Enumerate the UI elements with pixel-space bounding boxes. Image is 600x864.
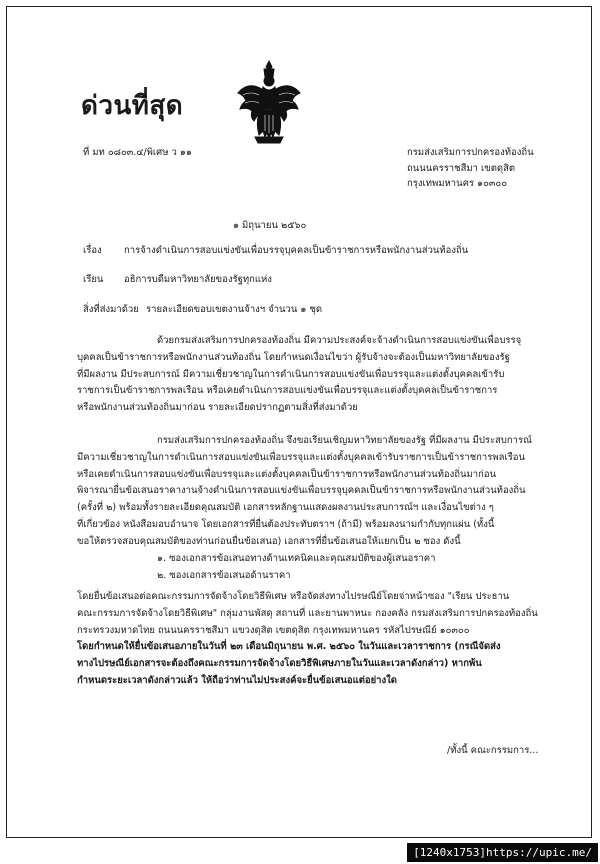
paragraph-line: ที่มีผลงาน มีประสบการณ์ มีความเชี่ยวชาญในการดำเนินการสอบแข่งขันเพื่อบรรจุและแต่งตั้งบุคคลเข้ารับ [77, 368, 505, 380]
paragraph-line: กระทรวงมหาดไทย ถนนนครราชสีมา แขวงดุสิต เขตดุสิต กรุงเทพมหานคร รหัสไปรษณีย์ ๑๐๓๐๐ [77, 624, 470, 636]
deadline-line: ทางไปรษณีย์เอกสารจะต้องถึงคณะกรรมการจัดจ้างโดยวิธีพิเศษภายในวันและเวลาดังกล่าว) หากพ้น [77, 658, 482, 670]
recipient-label: เรียน [83, 274, 104, 285]
recipient-row [83, 272, 272, 287]
urgency-heading: ด่วนที่สุด [81, 91, 184, 121]
paragraph-line: ที่เกี่ยวข้อง หนังสือมอบอำนาจ โดยเอกสารที่ยื่นต้องประทับตราฯ (ถ้ามี) พร้อมลงนามกำกับทุกแผ่น (ทั้งนี้ [77, 518, 495, 530]
list-item: ๒. ซองเอกสารข้อเสนอด้านราคา [157, 569, 291, 581]
paragraph-line: บุคคลเป็นข้าราชการหรือพนักงานส่วนท้องถิ่น โดยกำหนดเงื่อนไขว่า ผู้รับจ้างจะต้องเป็นมหาวิทยาลัยของรัฐ [77, 351, 510, 363]
paragraph-line: หรือพนักงานส่วนท้องถิ่นมาก่อน รายละเอียดปรากฏตามสิ่งที่ส่งมาด้วย [77, 402, 358, 414]
paragraph-line: ราชการเป็นข้าราชการพลเรือน หรือเคยดำเนินการสอบแข่งขันเพื่อบรรจุและแต่งตั้งบุคคลเป็นข้าราชการ [77, 385, 498, 397]
agency-address [407, 145, 534, 192]
subject-label: เรื่อง [83, 245, 102, 256]
paragraph-line: มีความเชี่ยวชาญในการดำเนินการสอบแข่งขันเพื่อบรรจุและแต่งตั้งบุคคลเข้ารับราชการเป็นข้าราชการพลเรือน [77, 451, 526, 463]
paragraph-line: (ครั้งที่ ๒) พร้อมทั้งรายละเอียดคุณสมบัติ เอกสารหลักฐานแสดงผลงานประสบการณ์ฯ และเงื่อนไขต่าง ๆ [77, 502, 494, 514]
recipient-text: อธิการบดีมหาวิทยาลัยของรัฐทุกแห่ง [124, 274, 272, 285]
watermark-caption: [1240x1753]https://upic.me/ [407, 843, 598, 862]
paragraph-3 [77, 589, 545, 690]
agency-line: ถนนนครราชสีมา เขตดุสิต [407, 162, 516, 174]
paragraph-2 [77, 433, 545, 551]
agency-line: กรมส่งเสริมการปกครองท้องถิ่น [407, 147, 534, 158]
letter-date: ๑ มิถุนายน ๒๕๖๐ [233, 220, 307, 231]
subject-row [83, 243, 468, 258]
paragraph-line: โดยยื่นข้อเสนอต่อคณะกรรมการจัดจ้างโดยวิธีพิเศษ หรือจัดส่งทางไปรษณีย์โดยจ่าหน้าซอง "เรียน ประธาน [77, 591, 510, 602]
subject-text: การจ้างดำเนินการสอบแข่งขันเพื่อบรรจุบุคคลเป็นข้าราชการหรือพนักงานส่วนท้องถิ่น [124, 245, 469, 256]
paragraph-line: หรือเคยดำเนินการสอบแข่งขันเพื่อบรรจุและแต่งตั้งบุคคลเป็นข้าราชการหรือพนักงานส่วนท้องถิ่นมาก่อน [77, 468, 497, 480]
paragraph-line: กรมส่งเสริมการปกครองท้องถิ่น จึงขอเรียนเชิญมหาวิทยาลัยของรัฐ ที่มีผลงาน มีประสบการณ์ [157, 435, 532, 446]
paragraph-line: คณะกรรมการจัดจ้างโดยวิธีพิเศษ" กลุ่มงานพัสดุ สถานที่ และยานพาหนะ กองคลัง กรมส่งเสริมการปกครองท้องถิ่น [77, 607, 538, 619]
paragraph-1 [77, 333, 545, 417]
agency-line: กรุงเทพมหานคร ๑๐๓๐๐ [407, 178, 508, 189]
closing-continuation: /ทั้งนี้ คณะกรรมการ... [447, 745, 539, 756]
enclosure-row [83, 302, 322, 317]
list-item: ๑. ซองเอกสารข้อเสนอทางด้านเทคนิคและคุณสมบัติของผู้เสนอราคา [157, 553, 436, 564]
letter-page [6, 6, 592, 838]
paragraph-line: พิจารณายื่นข้อเสนอราคางานจ้างดำเนินการสอบแข่งขันเพื่อบรรจุบุคคลเป็นข้าราชการหรือพนักงานส่วนท้องถิ่น [77, 485, 526, 497]
deadline-line: โดยกำหนดให้ยื่นข้อเสนอภายในวันที่ ๒๓ เดือนมิถุนายน พ.ศ. ๒๕๖๐ ในวันและเวลาราชการ (กรณีจัดส่ง [77, 641, 501, 653]
garuda-emblem-icon [233, 59, 305, 145]
deadline-line: กำหนดระยะเวลาดังกล่าวแล้ว ให้ถือว่าท่านไม่ประสงค์จะยื่นข้อเสนอแต่อย่างใด [77, 674, 397, 686]
paragraph-line: ด้วยกรมส่งเสริมการปกครองท้องถิ่น มีความประสงค์จะจ้างดำเนินการสอบแข่งขันเพื่อบรรจุ [157, 335, 522, 346]
enclosure-label: สิ่งที่ส่งมาด้วย [83, 304, 139, 315]
enclosure-text: รายละเอียดขอบเขตงานจ้างฯ จำนวน ๑ ชุด [146, 304, 323, 315]
envelope-list [157, 551, 547, 585]
paragraph-line: ขอให้ตรวจสอบคุณสมบัติของท่านก่อนยื่นข้อเสนอ) เอกสารที่ยื่นข้อเสนอให้แยกเป็น ๒ ซอง ดังนี้ [77, 535, 461, 547]
reference-number: ที่ มท ๐๘๐๓.๔/พิเศษ ว ๑๑ [83, 147, 192, 158]
